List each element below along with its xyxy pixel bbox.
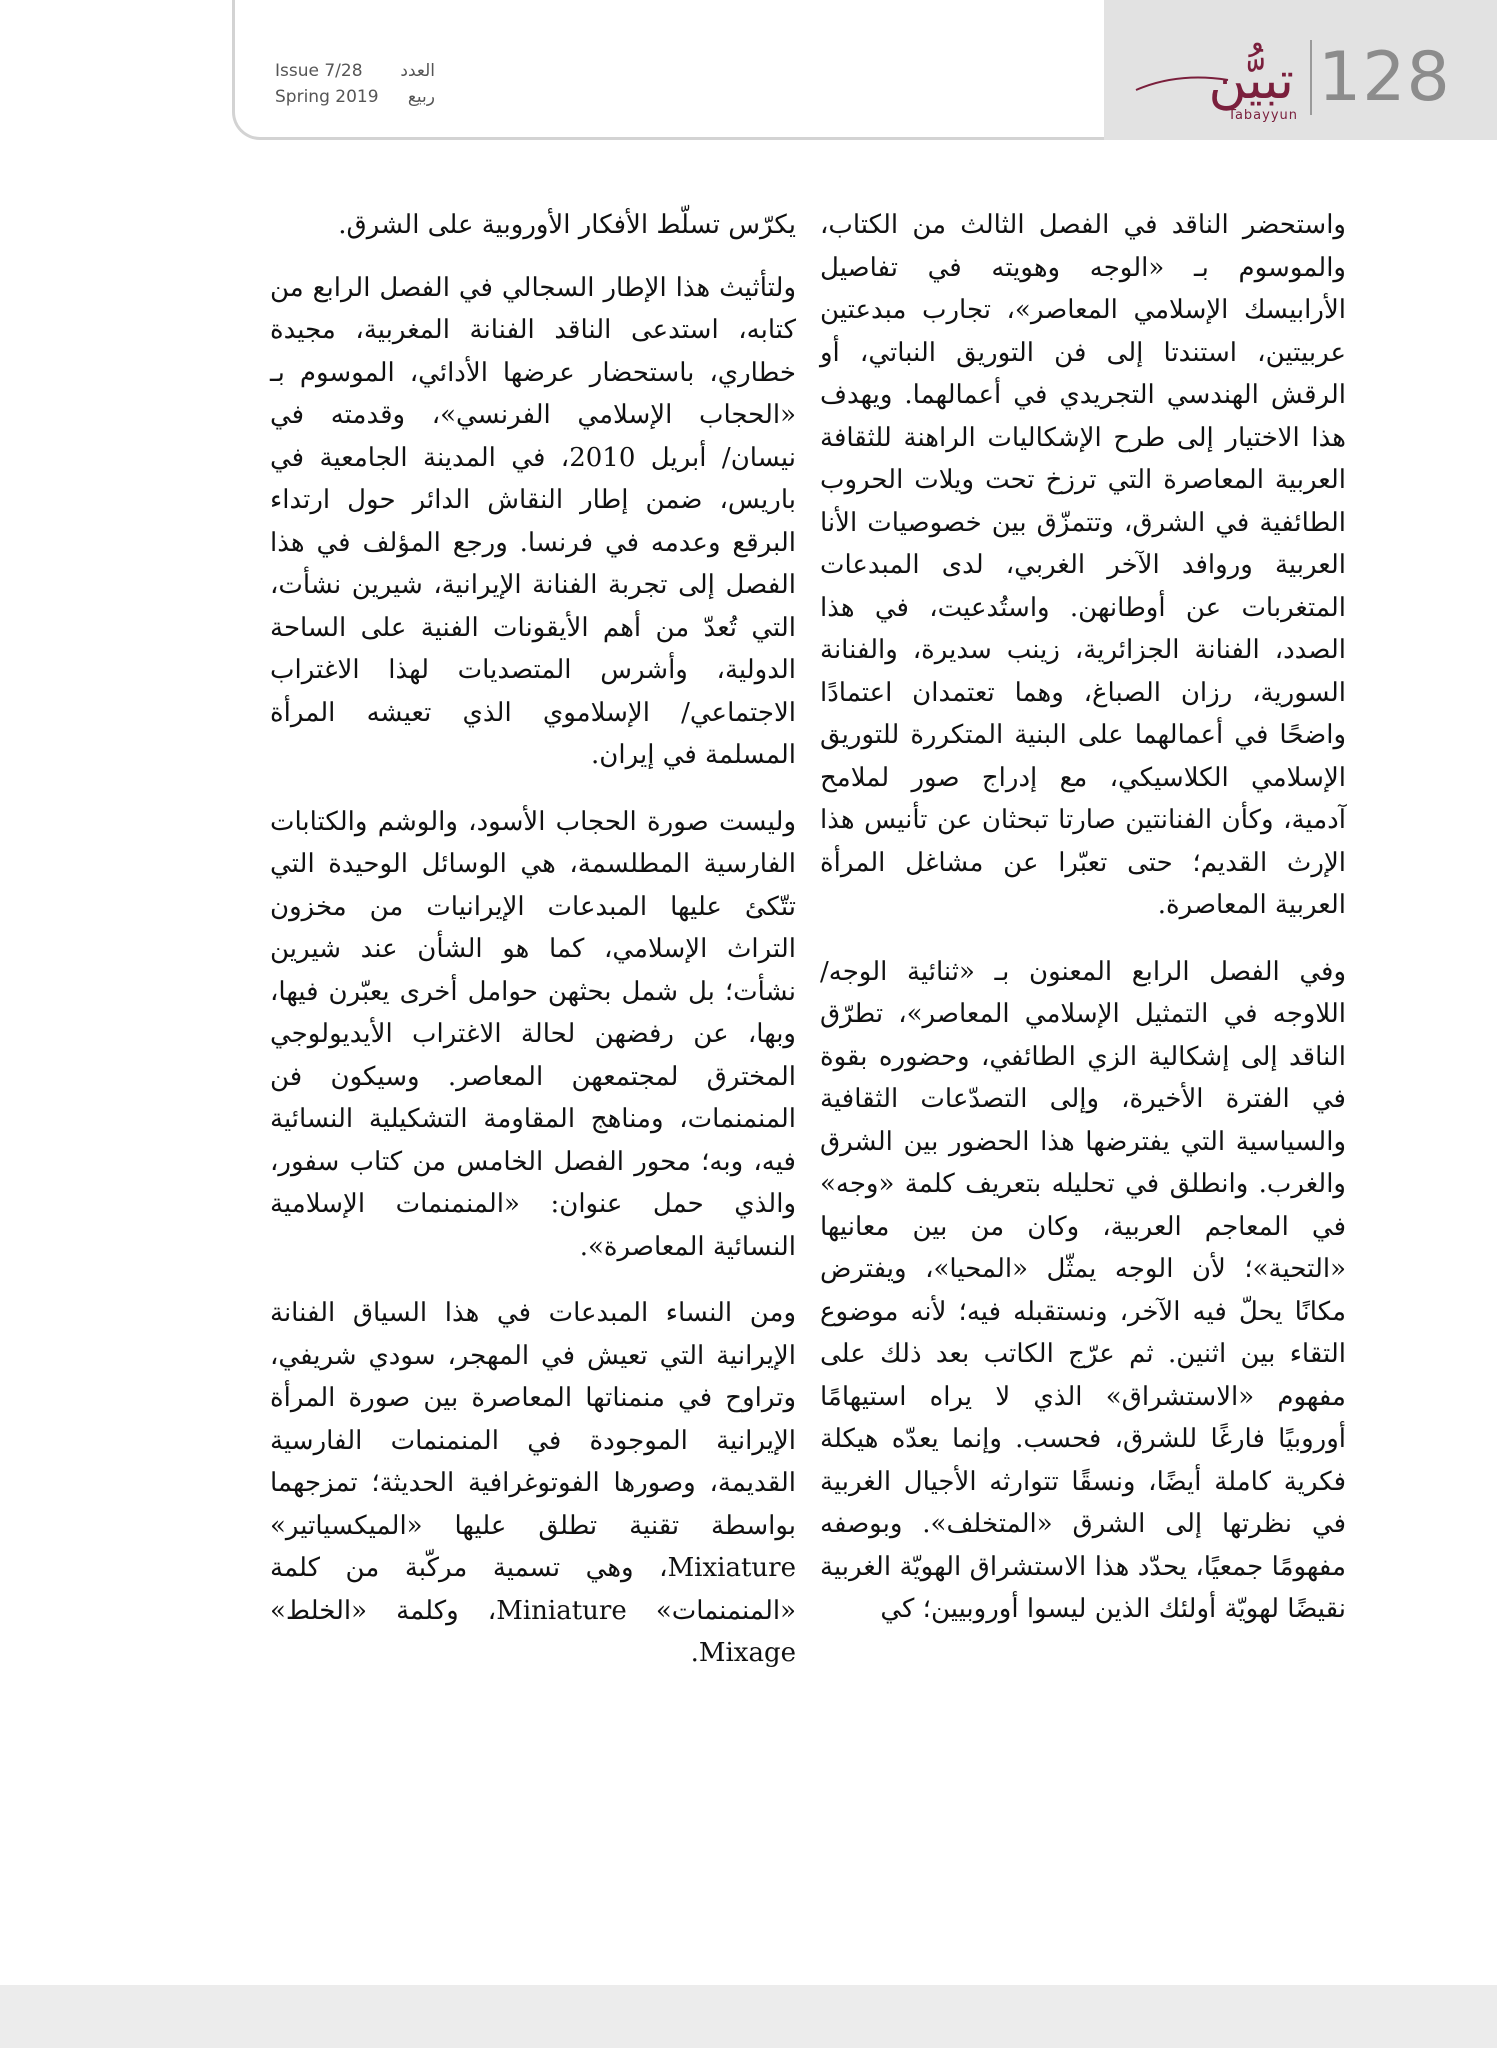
paragraph: وفي الفصل الرابع المعنون بـ «ثنائية الوجه/ اللاوجه في التمثيل الإسلامي المعاصر»، تطرّق الناقد إلى إشكالية الزي الطائفي، وحضوره بقوة في الفترة الأخيرة، وإلى التصدّعات الثقافية والسياسية التي يفترضها هذا الحضور بين الشرق والغرب. وانطلق في تحليله بتعريف كلمة «وجه» في المعاجم العربية، وكان من بين معانيها «التحية»؛ لأن الوجه يمثّل «المحيا»، ويفترض مكانًا يحلّ فيه الآخر، ونستقبله فيه؛ لأنه موضوع التقاء بين اثنين. ثم عرّج الكاتب بعد ذلك على مفهوم «الاستشراق» الذي لا يراه استيهامًا أوروبيًا فارغًا للشرق، فحسب. وإنما يعدّه هيكلة فكرية كاملة أيضًا، ونسقًا تتوارثه الأجيال الغربية في نظرتها إلى الشرق «المتخلف». وبوصفه مفهومًا جمعيًا، يحدّد هذا الاستشراق الهويّة الغربية نقيضًا لهويّة أولئك الذين ليسوا أوروبيين؛ كي bbox=[820, 956, 1346, 1624]
paragraph: يكرّس تسلّط الأفكار الأوروبية على الشرق. bbox=[338, 210, 796, 240]
issue-label-en: Issue 7/28 bbox=[275, 61, 363, 81]
page-divider bbox=[1310, 40, 1312, 115]
paragraph: وليست صورة الحجاب الأسود، والوشم والكتابات الفارسية المطلسمة، هي الوسائل الوحيدة التي تتّكئ عليها المبدعات الإيرانيات من مخزون التراث الإسلامي، كما هو الشأن عند شيرين نشأت؛ بل شمل بحثهن حوامل أخرى يعبّرن فيها، وبها، عن رفضهن لحالة الاغتراب الأيديولوجي المخترق لمجتمعهن المعاصر. وسيكون فن المنمنمات، ومناهج المقاومة التشكيلية النسائية فيه، وبه؛ محور الفصل الخامس من كتاب سفور، والذي حمل عنوان: «المنمنمات الإسلامية النسائية المعاصرة». bbox=[270, 806, 796, 1262]
issue-label-ar: العدد bbox=[400, 61, 435, 81]
paragraph: ولتأثيث هذا الإطار السجالي في الفصل الرابع من كتابه، استدعى الناقد الفنانة المغربية، مجيدة خطاري، باستحضار عرضها الأدائي، الموسوم بـ «الحجاب الإسلامي الفرنسي»، وقدمته في نيسان/ أبريل 2010، في المدينة الجامعية في باريس، ضمن إطار النقاش الدائر حول ارتداء البرقع وعدمه في فرنسا. ورجع المؤلف في هذا الفصل إلى تجربة الفنانة الإيرانية، شيرين نشأت، التي تُعدّ من أهم الأيقونات الفنية على الساحة الدولية، وأشرس المتصديات لهذا الاغتراب الاجتماعي/ الإسلاموي الذي تعيشه المرأة المسلمة في إيران. bbox=[270, 272, 796, 770]
issue-info bbox=[275, 58, 435, 110]
page-number: 128 bbox=[1318, 38, 1451, 117]
season-label-en: Spring 2019 bbox=[275, 87, 379, 107]
right-text-column bbox=[820, 204, 1346, 1655]
logo-latin-text: Tabayyun bbox=[1228, 108, 1298, 123]
left-text-column bbox=[270, 204, 796, 1699]
footer-bar bbox=[0, 1985, 1497, 2048]
logo-arabic-text: تبيُّن bbox=[1208, 51, 1294, 111]
season-label-ar: ربيع bbox=[407, 87, 435, 107]
paragraph: واستحضر الناقد في الفصل الثالث من الكتاب، والموسوم بـ «الوجه وهويته في تفاصيل الأرابيسك الإسلامي المعاصر»، تجارب مبدعتين عربيتين، استندتا إلى فن التوريق النباتي، أو الرقش الهندسي التجريدي في أعمالهما. ويهدف هذا الاختيار إلى طرح الإشكاليات الراهنة للثقافة العربية المعاصرة التي ترزخ تحت ويلات الحروب الطائفية في الشرق، وتتمزّق بين خصوصيات الأنا العربية وروافد الآخر الغربي، لدى المبدعات المتغربات عن أوطانهن. واستُدعيت، في هذا الصدد، الفنانة الجزائرية، زينب سديرة، والفنانة السورية، رزان الصباغ، وهما تعتمدان اعتمادًا واضحًا في أعمالهما على البنية المتكررة للتوريق الإسلامي الكلاسيكي، مع إدراج صور لملامح آدمية، وكأن الفنانتين صارتا تبحثان عن تأنيس هذا الإرث القديم؛ حتى تعبّرا عن مشاغل المرأة العربية المعاصرة. bbox=[820, 210, 1346, 920]
paragraph: ومن النساء المبدعات في هذا السياق الفنانة الإيرانية التي تعيش في المهجر، سودي شريفي، وتراوح في منمناتها المعاصرة بين صورة المرأة الإيرانية الموجودة في المنمنمات الفارسية القديمة، وصورها الفوتوغرافية الحديثة؛ تمزجهما بواسطة تقنية تطلق عليها «الميكسياتير» Mixiature، وهي تسمية مركّبة من كلمة «المنمنمات» Miniature، وكلمة «الخلط» Mixage. bbox=[270, 1298, 796, 1668]
